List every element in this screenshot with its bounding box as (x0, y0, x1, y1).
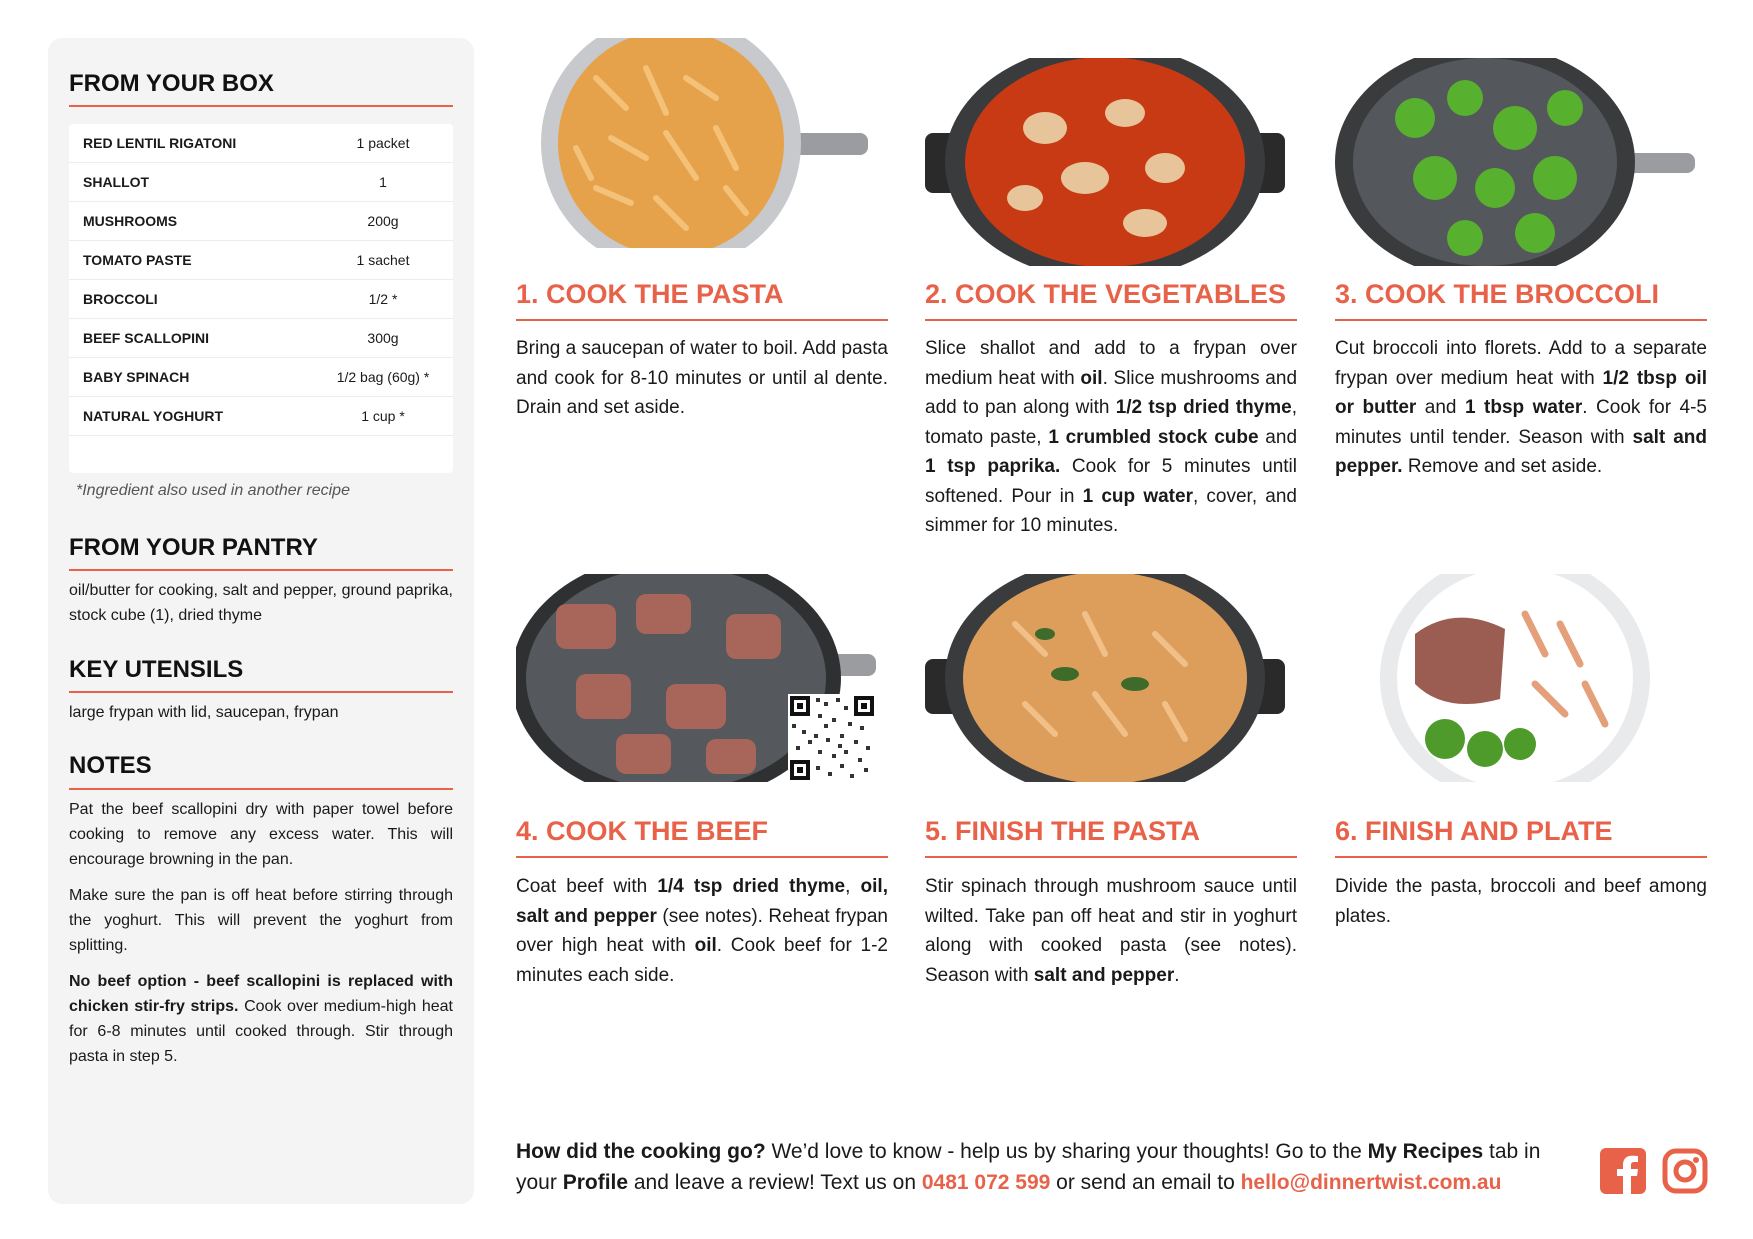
ingredient-name: BROCCOLI (83, 291, 158, 307)
text-run: Coat beef with (516, 876, 658, 897)
text-bold: salt and pepper (1033, 964, 1175, 986)
ingredient-qty: 300g (367, 330, 399, 346)
ingredient-qty: 1/2 bag (60g) * (336, 369, 430, 385)
text-run: , tomato paste, (925, 397, 1297, 448)
step-2-text (925, 334, 1297, 541)
text-run: (see notes). Reheat frypan over high heat with (516, 905, 888, 956)
step-1-title: 1. COOK THE PASTA (516, 279, 784, 309)
table-spacer (69, 436, 453, 473)
facebook-icon[interactable] (1600, 1148, 1646, 1194)
utensils-title: KEY UTENSILS (69, 656, 244, 683)
text-run: Stir spinach through mushroom sauce until wilted. Take pan off heat and stir in yoghurt along with cooked pasta (see notes). Season with (925, 876, 1297, 986)
divider (925, 319, 1297, 321)
divider (1335, 856, 1707, 858)
text-run: . (1174, 964, 1180, 986)
ingredients-panel (48, 38, 474, 1204)
plated-dish-image (1335, 574, 1695, 782)
ingredient-row (69, 280, 453, 319)
text-bold: oil (694, 935, 717, 956)
ingredient-qty: 1 (379, 174, 387, 190)
text-run: . Slice mushrooms and add to pan along with (925, 367, 1298, 418)
text-run: Cut broccoli into florets. Add to a separate frypan over medium heat with (1335, 338, 1707, 389)
text-bold: 1/2 tbsp oil or butter (1335, 367, 1707, 418)
ingredient-row (69, 202, 453, 241)
text-run: tab in your (516, 1140, 1541, 1194)
text-run: or send an email to (1050, 1171, 1241, 1194)
photo-frypan-broccoli (1335, 58, 1695, 266)
text-run: . Cook for 4-5 minutes until tender. Season with (1335, 397, 1707, 448)
photo-plated-dish (1335, 574, 1695, 782)
ingredient-row (69, 319, 453, 358)
note-3-bold: No beef option - beef scallopini is replaced with chicken stir-fry strips. (69, 973, 453, 1015)
ingredient-name: NATURAL YOGHURT (83, 408, 223, 424)
instagram-icon[interactable] (1662, 1148, 1708, 1194)
footer-question: How did the cooking go? (516, 1140, 766, 1163)
text-bold: 1/2 tsp dried thyme (1115, 397, 1292, 418)
feedback-footer (516, 1136, 1566, 1198)
photo-frypan-creamy-pasta (925, 574, 1285, 782)
text-run: We’d love to know - help us by sharing your thoughts! Go to the (765, 1140, 1368, 1163)
step-4-text (516, 872, 888, 990)
my-recipes-label: My Recipes (1367, 1140, 1484, 1163)
text-bold: oil, salt and pepper (516, 876, 888, 927)
step-6-title: 6. FINISH AND PLATE (1335, 816, 1613, 846)
ingredient-qty: 200g (367, 213, 399, 229)
ingredient-name: BABY SPINACH (83, 369, 190, 385)
text-run: . Cook beef for 1-2 minutes each side. (516, 935, 888, 986)
note-3 (69, 969, 453, 1069)
text-bold: 1/4 tsp dried thyme (657, 876, 846, 897)
divider (1335, 319, 1707, 321)
step-5-text (925, 872, 1297, 990)
text-run: Remove and set aside. (1402, 456, 1603, 477)
notes-title: NOTES (69, 752, 152, 779)
ingredient-row (69, 241, 453, 280)
creamy-pasta-image (925, 574, 1285, 782)
step-6-text: Divide the pasta, broccoli and beef among plates. (1335, 876, 1707, 927)
divider (925, 856, 1297, 858)
ingredient-row (69, 358, 453, 397)
text-run: and (1416, 397, 1465, 418)
text-bold: 1 cup water (1082, 485, 1193, 507)
ingredient-row (69, 163, 453, 202)
ingredient-qty: 1 packet (356, 135, 410, 151)
box-title: FROM YOUR BOX (69, 70, 274, 97)
text-bold: 1 tsp paprika. (925, 456, 1061, 477)
mushroom-sauce-image (925, 58, 1285, 266)
divider (69, 569, 453, 571)
step-1-text: Bring a saucepan of water to boil. Add pasta and cook for 8-10 minutes or until al dente. Drain and set aside. (516, 338, 888, 418)
text-run: , cover, and simmer for 10 minutes. (925, 485, 1297, 536)
step-2-title: 2. COOK THE VEGETABLES (925, 279, 1287, 309)
step-3-text (1335, 334, 1707, 482)
ingredient-name: TOMATO PASTE (83, 252, 192, 268)
step-3-title: 3. COOK THE BROCCOLI (1335, 279, 1660, 309)
text-run: and leave a review! Text us on (628, 1171, 922, 1194)
ingredient-qty: 1/2 * (368, 291, 398, 307)
photo-frypan-sauce (925, 58, 1285, 266)
divider (69, 105, 453, 107)
ingredient-name: RED LENTIL RIGATONI (83, 135, 237, 151)
ingredient-name: MUSHROOMS (83, 213, 178, 229)
text-bold: salt and pepper. (1335, 426, 1707, 477)
pantry-title: FROM YOUR PANTRY (69, 534, 318, 561)
profile-label: Profile (562, 1171, 629, 1194)
qr-code-icon[interactable] (788, 694, 876, 782)
utensils-text: large frypan with lid, saucepan, frypan (69, 704, 339, 721)
text-run: , (845, 876, 861, 897)
ingredient-row (69, 397, 453, 436)
note-2: Make sure the pan is off heat before stirring through the yoghurt. This will prevent the yoghurt from splitting. (69, 887, 453, 954)
divider (516, 319, 888, 321)
note-3-rest: Cook over medium-high heat for 6-8 minutes until cooked through. Stir through pasta in step 5. (69, 998, 453, 1065)
photo-saucepan-pasta (516, 38, 876, 248)
divider (69, 788, 453, 790)
ingredient-table (69, 124, 453, 473)
text-run: Cook for 5 minutes until softened. Pour in (925, 456, 1297, 507)
text-bold: oil (1080, 367, 1103, 389)
phone-link[interactable]: 0481 072 599 (921, 1171, 1051, 1194)
ingredient-qty: 1 sachet (356, 252, 410, 268)
ingredient-name: BEEF SCALLOPINI (83, 330, 210, 346)
email-link[interactable]: hello@dinnertwist.com.au (1240, 1171, 1502, 1194)
text-run: Slice shallot and add to a frypan over medium heat with (925, 338, 1297, 389)
divider (69, 691, 453, 693)
text-bold: 1 tbsp water (1464, 397, 1583, 418)
ingredient-footnote: *Ingredient also used in another recipe (76, 482, 350, 499)
pasta-saucepan-image (516, 38, 876, 248)
broccoli-frypan-image (1335, 58, 1695, 266)
step-5-title: 5. FINISH THE PASTA (925, 816, 1201, 846)
note-1: Pat the beef scallopini dry with paper towel before cooking to remove any excess water. This will encourage browning in the pan. (69, 801, 453, 868)
text-bold: 1 crumbled stock cube (1048, 426, 1259, 448)
ingredient-row (69, 124, 453, 163)
text-run: and (1258, 426, 1298, 448)
ingredient-qty: 1 cup * (361, 408, 405, 424)
divider (516, 856, 888, 858)
step-4-title: 4. COOK THE BEEF (516, 816, 769, 846)
pantry-text: oil/butter for cooking, salt and pepper, ground paprika, stock cube (1), dried thyme (69, 582, 453, 624)
ingredient-name: SHALLOT (83, 174, 150, 190)
